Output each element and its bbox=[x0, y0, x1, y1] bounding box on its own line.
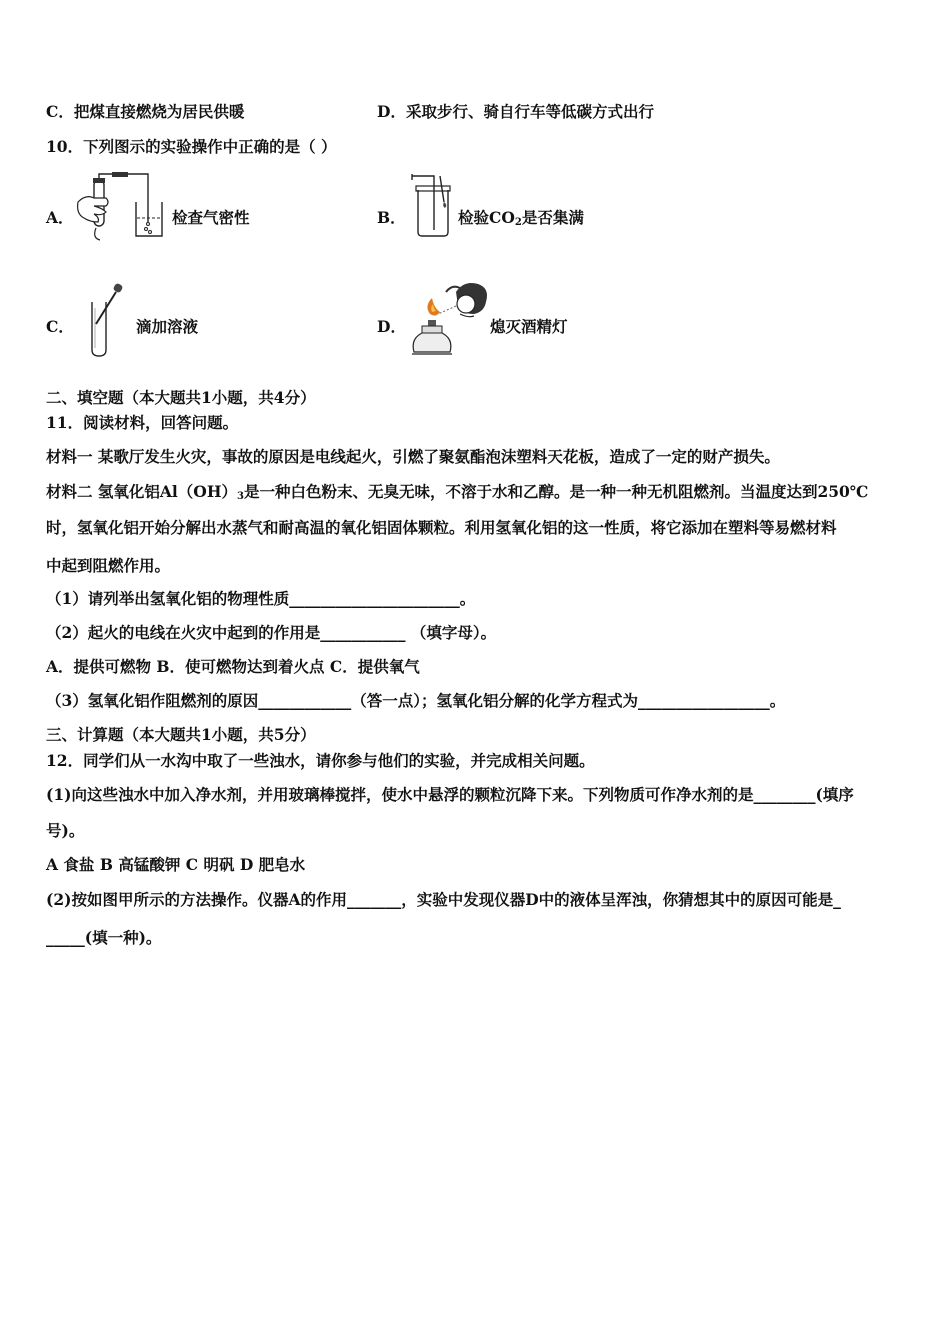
q11-sub1: （1）请列举出氢氧化铝的物理性质______________________。 bbox=[46, 589, 476, 608]
q11-material2-line3: 中起到阻燃作用。 bbox=[46, 556, 171, 575]
section2-heading: 二、填空题（本大题共1小题，共4分） bbox=[46, 388, 316, 407]
q12-sub1-choices: A 食盐 B 高锰酸钾 C 明矾 D 肥皂水 bbox=[46, 855, 306, 874]
section3-heading: 三、计算题（本大题共1小题，共5分） bbox=[46, 725, 316, 744]
airtightness-check-icon bbox=[72, 172, 170, 242]
q10-option-b-caption: 检验$CO_2$是否集满 bbox=[458, 208, 584, 228]
q11-material2-line2: 时，氢氧化铝开始分解出水蒸气和耐高温的氧化铝固体颗粒。利用氢氧化铝的这一性质，将它添加在塑料等易燃材料 bbox=[46, 518, 837, 537]
q12-sub2-line2: _____(填一种)。 bbox=[46, 928, 162, 947]
q10-stem: 10．下列图示的实验操作中正确的是（ ） bbox=[46, 137, 337, 156]
q11-material2-line1: 材料二 氢氧化铝$Al(OH)_3$是一种白色粉末、无臭无味，不溶于水和乙醇。是一种一种无机阻燃剂。当温度达到250℃ bbox=[46, 482, 869, 502]
gas-bottle-test-icon bbox=[404, 172, 458, 240]
q11-sub3: （3）氢氧化铝作阻燃剂的原因____________（答一点）；氢氧化铝分解的化学方程式为_________________。 bbox=[46, 691, 786, 710]
q12-sub2-line1: (2)按如图甲所示的方法操作。仪器A的作用_______，实验中发现仪器D中的液体呈浑浊，你猜想其中的原因可能是_ bbox=[46, 890, 841, 909]
q11-sub2: （2）起火的电线在火灾中起到的作用是___________ （填字母）。 bbox=[46, 623, 497, 642]
blowing-alcohol-lamp-icon bbox=[404, 278, 494, 360]
q11-material1: 材料一 某歌厅发生火灾，事故的原因是电线起火，引燃了聚氨酯泡沫塑料天花板，造成了一定的财产损失。 bbox=[46, 447, 780, 466]
q10-option-d-letter: D． bbox=[377, 317, 406, 336]
q9-option-d: D．采取步行、骑自行车等低碳方式出行 bbox=[377, 102, 654, 121]
q10-option-c-letter: C． bbox=[46, 317, 74, 336]
q11-sub2-choices: A．提供可燃物 B．使可燃物达到着火点 C．提供氧气 bbox=[46, 657, 420, 676]
q12-sub1-line2: 号)。 bbox=[46, 821, 85, 840]
q11-stem: 11．阅读材料，回答问题。 bbox=[46, 413, 239, 432]
q10-option-b-letter: B． bbox=[377, 208, 406, 227]
q12-stem: 12．同学们从一水沟中取了一些浊水，请你参与他们的实验，并完成相关问题。 bbox=[46, 751, 595, 770]
q10-option-a-caption: 检查气密性 bbox=[172, 208, 250, 227]
q10-option-a-letter: A． bbox=[46, 208, 74, 227]
q9-option-c: C．把煤直接燃烧为居民供暖 bbox=[46, 102, 245, 121]
dropper-test-tube-icon bbox=[86, 282, 130, 358]
q12-sub1-line1: (1)向这些浊水中加入净水剂，并用玻璃棒搅拌，使水中悬浮的颗粒沉降下来。下列物质可作净水剂的是________(填序 bbox=[46, 785, 854, 804]
q10-option-d-caption: 熄灭酒精灯 bbox=[490, 317, 568, 336]
q10-option-c-caption: 滴加溶液 bbox=[136, 317, 199, 336]
